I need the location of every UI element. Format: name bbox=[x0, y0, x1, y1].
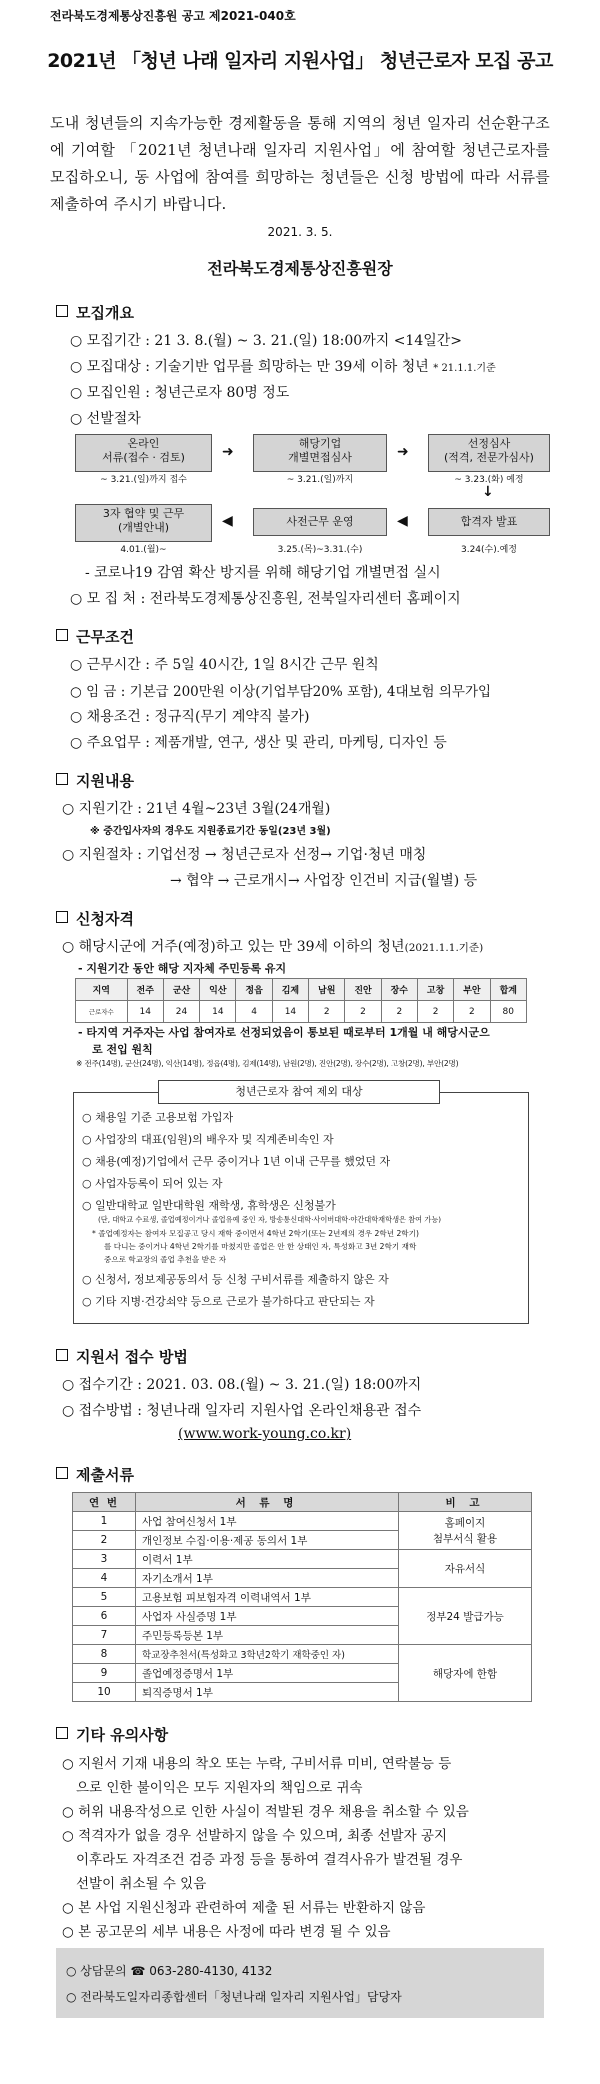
table-cell-name: 졸업예정증명서 1부 bbox=[136, 1664, 399, 1683]
note-line: ○ 지원서 기재 내용의 착오 또는 누락, 구비서류 미비, 연락불능 등 bbox=[62, 1756, 452, 1772]
region-quota-table bbox=[75, 978, 527, 1023]
wage: ○ 임 금 : 기본급 200만원 이상(기업부담20% 포함), 4대보험 의무가입 bbox=[70, 684, 492, 700]
contact-department: ○ 전라북도일자리종합센터「청년나래 일자리 지원사업」담당자 bbox=[66, 1990, 402, 2004]
table-header-cell: 부안 bbox=[454, 979, 490, 1001]
section-work-conditions bbox=[56, 626, 134, 647]
table-cell-name: 사업자 사실증명 1부 bbox=[136, 1607, 399, 1626]
note-line: ○ 본 공고문의 세부 내용은 사정에 따라 변경 될 수 있음 bbox=[62, 1924, 391, 1940]
table-row bbox=[73, 1588, 532, 1607]
residence-note: (2021.1.1.기준) bbox=[404, 942, 484, 954]
flow-caption: ~ 3.21.(일)까지 접수 bbox=[100, 475, 187, 485]
flow-step-screening: 선정심사 (적격, 전문가심사) bbox=[428, 434, 550, 472]
table-cell: 2 bbox=[417, 1001, 453, 1023]
table-row bbox=[76, 1001, 527, 1023]
table-header-cell: 전주 bbox=[127, 979, 163, 1001]
documents-table bbox=[72, 1492, 532, 1702]
main-duties: ○ 주요업무 : 제품개발, 연구, 생산 및 관리, 마케팅, 디자인 등 bbox=[70, 735, 447, 751]
checkbox-square-icon bbox=[56, 305, 68, 317]
section-title: 근무조건 bbox=[76, 628, 134, 646]
checkbox-square-icon bbox=[56, 911, 68, 923]
section-title: 제출서류 bbox=[76, 1466, 134, 1484]
table-cell: 4 bbox=[236, 1001, 272, 1023]
application-url-link[interactable]: (www.work-young.co.kr) bbox=[178, 1426, 352, 1442]
table-header-row bbox=[76, 979, 527, 1001]
registration-maintain: - 지원기간 동안 해당 지자체 주민등록 유지 bbox=[78, 962, 287, 975]
arrow-right-icon: ➜ bbox=[222, 444, 234, 460]
recruit-period: ○ 모집기간 : 21 3. 8.(월) ~ 3. 21.(일) 18:00까지 <14일간> bbox=[70, 333, 463, 349]
exclusion-item: ○ 신청서, 정보제공동의서 등 신청 구비서류를 제출하지 않은 자 bbox=[82, 1273, 389, 1286]
arrow-left-icon: ◀ bbox=[397, 513, 408, 529]
notice-date: 2021. 3. 5. bbox=[267, 225, 333, 239]
table-cell: 14 bbox=[200, 1001, 236, 1023]
section-documents bbox=[56, 1464, 134, 1485]
application-period: ○ 접수기간 : 2021. 03. 08.(월) ~ 3. 21.(일) 18:00까지 bbox=[62, 1377, 422, 1393]
exclusion-note: * 졸업예정자는 참여자 모집공고 당시 재학 중이면서 4학년 2학기(또는 2년제의 경우 2학년 2학기) bbox=[92, 1229, 419, 1238]
flow-step-online-application: 온라인 서류(접수 · 검토) bbox=[75, 434, 212, 472]
table-header-cell: 연 번 bbox=[73, 1493, 136, 1512]
table-header-cell: 진안 bbox=[345, 979, 381, 1001]
table-header-cell: 장수 bbox=[381, 979, 417, 1001]
exclusion-box bbox=[73, 1092, 529, 1324]
note-line: 선발이 취소될 수 있음 bbox=[76, 1876, 207, 1892]
exclusion-note: (단, 대학교 수료생, 졸업예정이거나 졸업유예 중인 자, 방송통신대학·사이버대학·야간대학재학생은 참여 가능) bbox=[98, 1215, 442, 1224]
table-header-cell: 군산 bbox=[163, 979, 199, 1001]
exclusion-note: 중으로 학교장의 졸업 추천을 받은 자 bbox=[104, 1255, 227, 1264]
target-note: * 21.1.1.기준 bbox=[433, 363, 496, 374]
table-cell-no: 8 bbox=[73, 1645, 136, 1664]
checkbox-square-icon bbox=[56, 1467, 68, 1479]
section-title: 신청자격 bbox=[76, 910, 134, 928]
table-header-cell: 정읍 bbox=[236, 979, 272, 1001]
section-title: 모집개요 bbox=[76, 304, 134, 322]
support-procedure-cont: → 협약 → 근로개시→ 사업장 인건비 지급(월별) 등 bbox=[170, 873, 478, 889]
target-text: ○ 모집대상 : 기술기반 업무를 희망하는 만 39세 이하 청년 bbox=[70, 359, 429, 375]
table-cell: 14 bbox=[127, 1001, 163, 1023]
recruit-target bbox=[70, 356, 496, 376]
table-cell-no: 9 bbox=[73, 1664, 136, 1683]
notice-number: 전라북도경제통상진흥원 공고 제2021-040호 bbox=[50, 9, 296, 23]
table-cell-name: 학교장추천서(특성화고 3학년2학기 재학중인 자) bbox=[136, 1645, 399, 1664]
table-cell: 2 bbox=[381, 1001, 417, 1023]
relocation-rule: - 타지역 거주자는 사업 참여자로 선정되었음이 통보된 때로부터 1개월 내 해당시군으 bbox=[78, 1026, 490, 1039]
table-cell: 2 bbox=[345, 1001, 381, 1023]
exclusion-item: ○ 채용일 기준 고용보험 가입자 bbox=[82, 1111, 234, 1124]
note-line: 이후라도 자격조건 검증 과정 등을 통하여 결격사유가 발견될 경우 bbox=[76, 1852, 463, 1868]
residence-text: ○ 해당시군에 거주(예정)하고 있는 만 39세 이하의 청년 bbox=[62, 939, 405, 955]
application-method: ○ 접수방법 : 청년나래 일자리 지원사업 온라인채용관 접수 bbox=[62, 1403, 422, 1419]
table-header-row bbox=[73, 1493, 532, 1512]
flow-caption: ~ 3.23.(화) 예정 bbox=[454, 475, 524, 485]
table-cell: 2 bbox=[454, 1001, 490, 1023]
table-row-label: 근로자수 bbox=[76, 1001, 128, 1023]
employment-condition: ○ 채용조건 : 정규직(무기 계약직 불가) bbox=[70, 709, 310, 725]
table-cell-no: 4 bbox=[73, 1569, 136, 1588]
exclusion-item: ○ 기타 지병·건강쇠약 등으로 근로가 불가하다고 판단되는 자 bbox=[82, 1295, 375, 1308]
exclusion-item: ○ 채용(예정)기업에서 근무 중이거나 1년 이내 근무를 했었던 자 bbox=[82, 1155, 391, 1168]
table-cell-name: 고용보험 피보험자격 이력내역서 1부 bbox=[136, 1588, 399, 1607]
note-line: ○ 본 사업 지원신청과 관련하여 제출 된 서류는 반환하지 않음 bbox=[62, 1900, 426, 1916]
contact-box bbox=[56, 1948, 544, 2018]
table-row bbox=[73, 1512, 532, 1531]
table-header-cell: 고창 bbox=[417, 979, 453, 1001]
intro-paragraph: 도내 청년들의 지속가능한 경제활동을 통해 지역의 청년 일자리 선순환구조에 기여할 「2021년 청년나래 일자리 지원사업」에 참여할 청년근로자를 모집하오니, 동 사업에 참여를 희망하는 청년들은 신청 방법에 따라 서류를 제출하여 주시기 바랍니다. bbox=[50, 114, 550, 213]
flow-caption: 3.25.(목)~3.31.(수) bbox=[277, 545, 363, 555]
table-cell-no: 5 bbox=[73, 1588, 136, 1607]
table-cell-no: 10 bbox=[73, 1683, 136, 1702]
table-cell: 14 bbox=[272, 1001, 308, 1023]
table-header-cell: 합계 bbox=[490, 979, 526, 1001]
flow-caption: 4.01.(월)~ bbox=[120, 545, 167, 555]
covid-note: - 코로나19 감염 확산 방지를 위해 해당기업 개별면접 실시 bbox=[85, 565, 441, 581]
flow-step-interview: 해당기업 개별면접심사 bbox=[253, 434, 387, 472]
table-header-cell: 김제 bbox=[272, 979, 308, 1001]
relocation-rule-cont: 로 전입 원칙 bbox=[92, 1043, 153, 1056]
checkbox-square-icon bbox=[56, 1727, 68, 1739]
table-cell: 24 bbox=[163, 1001, 199, 1023]
table-cell-note: 홈페이지 첨부서식 활용 bbox=[399, 1512, 532, 1550]
flow-step-announcement: 합격자 발표 bbox=[428, 508, 550, 536]
note-line: 으로 인한 불이익은 모두 지원자의 책임으로 귀속 bbox=[76, 1780, 363, 1796]
issuer: 전라북도경제통상진흥원장 bbox=[207, 259, 393, 278]
section-eligibility bbox=[56, 908, 134, 929]
support-period-note: ※ 중간입사자의 경우도 지원종료기간 동일(23년 3월) bbox=[90, 826, 331, 837]
table-cell-name: 주민등록등본 1부 bbox=[136, 1626, 399, 1645]
recruit-notice-place: ○ 모 집 처 : 전라북도경제통상진흥원, 전북일자리센터 홈페이지 bbox=[70, 591, 461, 607]
table-cell-note: 정부24 발급가능 bbox=[399, 1588, 532, 1645]
table-header-cell: 남원 bbox=[309, 979, 345, 1001]
note-line: ○ 허위 내용작성으로 인한 사실이 적발된 경우 채용을 취소할 수 있음 bbox=[62, 1804, 469, 1820]
work-hours: ○ 근무시간 : 주 5일 40시간, 1일 8시간 근무 원칙 bbox=[70, 657, 379, 673]
arrow-left-icon: ◀ bbox=[222, 513, 233, 529]
flow-caption: 3.24(수).예정 bbox=[460, 545, 517, 555]
notice-title: 2021년 「청년 나래 일자리 지원사업」 청년근로자 모집 공고 bbox=[47, 50, 553, 72]
section-support bbox=[56, 770, 134, 791]
table-cell: 2 bbox=[309, 1001, 345, 1023]
table-cell-name: 이력서 1부 bbox=[136, 1550, 399, 1569]
exclusion-note: 를 다니는 중이거나 4학년 2학기를 마쳤지만 졸업은 안 한 상태인 자, 특성화고 3년 2학기 재학 bbox=[104, 1242, 417, 1251]
section-recruit-overview bbox=[56, 302, 134, 323]
flow-step-agreement: 3자 협약 및 근무 (개별안내) bbox=[75, 504, 212, 542]
note-line: ○ 적격자가 없을 경우 선발하지 않을 수 있으며, 최종 선발자 공지 bbox=[62, 1828, 448, 1844]
table-cell-no: 2 bbox=[73, 1531, 136, 1550]
flow-caption: ~ 3.21.(일)까지 bbox=[286, 475, 354, 485]
section-title: 기타 유의사항 bbox=[76, 1726, 169, 1744]
exclusion-item: ○ 사업장의 대표(임원)의 배우자 및 직계존비속인 자 bbox=[82, 1133, 334, 1146]
support-procedure: ○ 지원절차 : 기업선정 → 청년근로자 선정→ 기업·청년 매칭 bbox=[62, 847, 427, 863]
table-header-cell: 익산 bbox=[200, 979, 236, 1001]
table-cell-no: 1 bbox=[73, 1512, 136, 1531]
table-row bbox=[73, 1550, 532, 1569]
table-cell-no: 7 bbox=[73, 1626, 136, 1645]
section-notes bbox=[56, 1724, 168, 1745]
table-cell-name: 개인정보 수집·이용·제공 동의서 1부 bbox=[136, 1531, 399, 1550]
table-header-cell: 지역 bbox=[76, 979, 128, 1001]
arrow-right-icon: ➜ bbox=[397, 444, 409, 460]
table-cell-no: 3 bbox=[73, 1550, 136, 1569]
section-title: 지원서 접수 방법 bbox=[76, 1348, 188, 1366]
eligibility-residence bbox=[62, 936, 483, 956]
checkbox-square-icon bbox=[56, 629, 68, 641]
section-title: 지원내용 bbox=[76, 772, 134, 790]
table-cell-name: 사업 참여신청서 1부 bbox=[136, 1512, 399, 1531]
recruit-people: ○ 모집인원 : 청년근로자 80명 정도 bbox=[70, 385, 290, 401]
support-period: ○ 지원기간 : 21년 4월~23년 3월(24개월) bbox=[62, 801, 331, 817]
table-cell-name: 퇴직증명서 1부 bbox=[136, 1683, 399, 1702]
table-cell-note: 자유서식 bbox=[399, 1550, 532, 1588]
arrow-down-icon: ↓ bbox=[482, 484, 494, 500]
table-cell: 80 bbox=[490, 1001, 526, 1023]
exclusion-item: ○ 일반대학교 일반대학원 재학생, 휴학생은 신청불가 bbox=[82, 1199, 336, 1212]
region-count-note: ※ 전주(14명), 군산(24명), 익산(14명), 정읍(4명), 김제(14명), 남원(2명), 진안(2명), 장수(2명), 고창(2명), 부안(2명) bbox=[76, 1059, 459, 1068]
checkbox-square-icon bbox=[56, 1349, 68, 1361]
exclusion-item: ○ 사업자등록이 되어 있는 자 bbox=[82, 1177, 223, 1190]
exclusion-box-title: 청년근로자 참여 제외 대상 bbox=[158, 1080, 440, 1104]
selection-process-label: ○ 선발절차 bbox=[70, 411, 141, 427]
checkbox-square-icon bbox=[56, 773, 68, 785]
table-cell-note: 해당자에 한함 bbox=[399, 1645, 532, 1702]
flow-step-pre-work: 사전근무 운영 bbox=[253, 508, 387, 536]
table-header-cell: 비 고 bbox=[399, 1493, 532, 1512]
contact-phone: ○ 상담문의 ☎ 063-280-4130, 4132 bbox=[66, 1964, 273, 1978]
table-cell-no: 6 bbox=[73, 1607, 136, 1626]
table-cell-name: 자기소개서 1부 bbox=[136, 1569, 399, 1588]
section-application bbox=[56, 1346, 188, 1367]
table-header-cell: 서 류 명 bbox=[136, 1493, 399, 1512]
table-row bbox=[73, 1645, 532, 1664]
